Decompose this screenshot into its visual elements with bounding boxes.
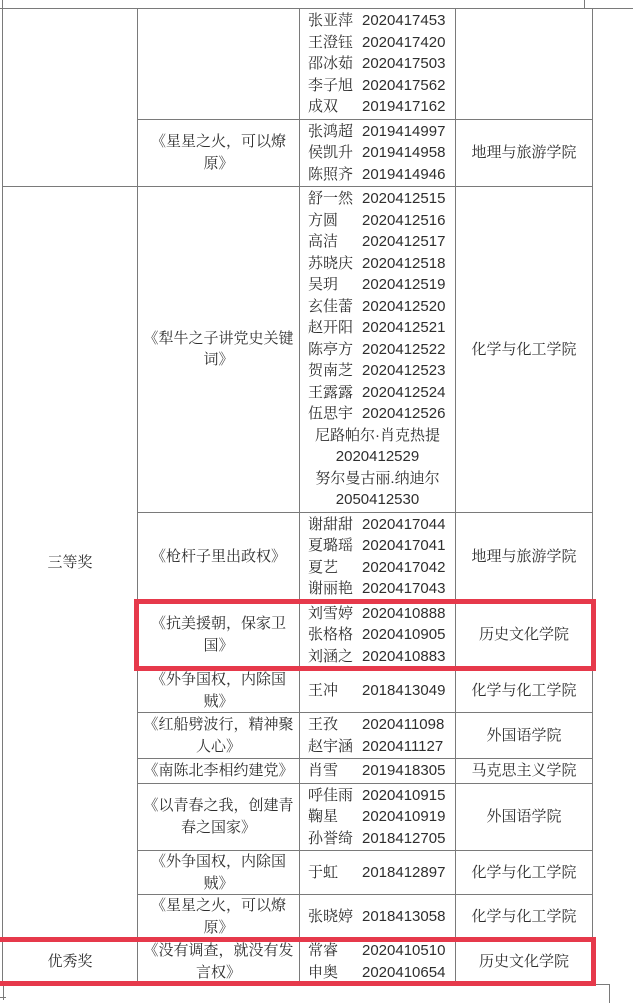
member-id: 2020412518 [362, 254, 446, 272]
member-id: 2018413049 [362, 681, 446, 699]
member-line [300, 736, 455, 758]
member-line [300, 557, 455, 579]
member-name: 刘涵之 [308, 647, 354, 665]
member-name: 努尔曼古丽.纳迪尔 [315, 469, 440, 487]
member-name: 赵开阳 [308, 319, 354, 336]
member-line [300, 253, 455, 275]
member-name: 张晓婷 [308, 907, 354, 925]
member-name: 张格格 [308, 626, 354, 643]
works-container [138, 187, 592, 938]
member-line [300, 624, 455, 646]
member-name: 贺南芝 [308, 362, 354, 379]
member-id: 2020410905 [362, 626, 446, 643]
member-name: 邵冰茹 [308, 55, 354, 72]
member-id: 2020412529 [335, 448, 420, 465]
members-cell [300, 851, 456, 894]
member-line [300, 785, 455, 807]
award-group [3, 9, 592, 186]
member-name: 侯凯升 [308, 144, 354, 161]
member-line [300, 53, 455, 75]
member-id: 2020412519 [362, 276, 446, 293]
member-line [300, 806, 455, 828]
member-id: 2050412530 [335, 491, 420, 508]
work-title-cell: 《没有调查，就没有发言权》 [138, 939, 300, 984]
member-line [300, 96, 455, 118]
work-row [138, 512, 592, 601]
member-id: 2019417162 [362, 98, 446, 115]
member-line [300, 210, 455, 232]
member-id: 2020410654 [362, 963, 446, 981]
member-id: 2020417503 [362, 55, 446, 72]
work-row [138, 894, 592, 938]
college-cell: 马克思主义学院 [471, 762, 577, 779]
work-title-cell: 《星星之火，可以燎原》 [138, 120, 300, 187]
member-name: 成双 [308, 98, 339, 115]
member-name: 陈照齐 [308, 165, 354, 183]
member-name: 玄佳蕾 [308, 297, 354, 315]
member-id: 2018412897 [362, 863, 446, 881]
member-line [300, 535, 455, 557]
member-line [300, 10, 455, 32]
members-cell [300, 120, 456, 187]
member-name: 孙誉绮 [308, 829, 354, 847]
member-id: 2018412705 [362, 829, 446, 847]
college-cell: 地理与旅游学院 [471, 547, 577, 565]
college-cell: 外国语学院 [486, 808, 562, 825]
member-name: 刘雪婷 [308, 604, 354, 622]
work-row [138, 939, 592, 984]
award-table [2, 9, 593, 985]
member-name: 于虹 [308, 863, 339, 881]
member-id: 2019414997 [362, 122, 446, 140]
member-line [300, 962, 455, 984]
members-cell [300, 513, 456, 601]
member-line [300, 578, 455, 600]
works-container [138, 939, 592, 984]
previous-table-left-border-fragment [2, 0, 3, 8]
member-name: 肖雪 [308, 762, 339, 779]
member-id: 2020417420 [362, 33, 446, 51]
work-title-cell: 《抗美援朝，保家卫国》 [138, 602, 300, 669]
work-title-cell [138, 9, 300, 119]
members-cell [300, 895, 456, 938]
member-name: 张鸿超 [308, 122, 354, 140]
member-id: 2020411098 [362, 716, 445, 733]
work-title-cell: 《星星之火，可以燎原》 [138, 895, 300, 938]
work-row [138, 9, 592, 119]
award-level-cell: 三等奖 [3, 187, 138, 938]
member-line [300, 231, 455, 253]
work-row [138, 601, 592, 669]
member-id: 2020410919 [362, 808, 446, 825]
member-line [300, 646, 455, 668]
work-title-cell: 《以青春之我，创建青春之国家》 [138, 784, 300, 851]
member-name: 夏璐瑶 [308, 537, 354, 554]
member-id: 2020412526 [362, 405, 446, 422]
member-line [300, 828, 455, 850]
member-id: 2020411127 [362, 737, 444, 755]
member-id: 2019418305 [362, 762, 446, 779]
member-id: 2018413058 [362, 907, 446, 925]
member-line [300, 274, 455, 296]
work-title-cell: 《红船劈波行，精神聚人心》 [138, 713, 300, 758]
work-row [138, 712, 592, 758]
college-cell: 地理与旅游学院 [471, 144, 577, 161]
award-level-cell: 优秀奖 [3, 939, 138, 984]
member-line [300, 862, 455, 884]
member-id: 2020410510 [362, 942, 446, 959]
next-table-right-border-fragment [609, 984, 610, 1003]
work-title-cell: 《南陈北李相约建党》 [138, 759, 300, 783]
college-cell: 化学与化工学院 [471, 863, 577, 881]
member-name: 谢丽艳 [308, 580, 354, 597]
work-row [138, 187, 592, 512]
member-name: 鞠星 [308, 808, 339, 825]
member-id: 2020412515 [362, 190, 446, 207]
member-id: 2020412524 [362, 383, 446, 401]
members-cell [300, 669, 456, 712]
member-name: 苏晓庆 [308, 254, 354, 272]
work-row [138, 850, 592, 894]
member-id: 2020417453 [362, 12, 446, 29]
member-id: 2020412520 [362, 297, 446, 315]
member-line [300, 940, 455, 962]
member-name: 伍思宇 [308, 405, 354, 422]
award-level-cell [3, 9, 138, 186]
members-cell [300, 9, 456, 119]
member-name: 呼佳雨 [308, 786, 354, 804]
member-id: 2020410888 [362, 604, 446, 622]
member-name: 常睿 [308, 942, 339, 959]
college-cell: 外国语学院 [486, 726, 562, 744]
member-name: 高洁 [308, 233, 339, 250]
member-id: 2020412517 [362, 233, 446, 250]
member-id: 2020412516 [362, 211, 446, 229]
work-title-cell: 《外争国权，内除国贼》 [138, 851, 300, 894]
work-title-cell: 《犁牛之子讲党史关键词》 [138, 187, 300, 512]
college-cell: 化学与化工学院 [471, 681, 577, 699]
member-line [300, 188, 455, 210]
member-id: 2020410915 [362, 786, 446, 804]
member-line [300, 164, 455, 186]
member-name: 王澄钰 [308, 33, 354, 51]
member-line [300, 680, 455, 702]
members-cell [300, 187, 456, 512]
member-line [300, 121, 455, 143]
member-line [300, 514, 455, 536]
member-id: 2020417044 [362, 515, 446, 533]
member-id: 2020417042 [362, 558, 446, 576]
member-line [300, 142, 455, 164]
member-line [300, 296, 455, 318]
member-id: 2019414946 [362, 165, 446, 183]
members-cell [300, 784, 456, 851]
college-cell [456, 9, 592, 119]
college-cell: 化学与化工学院 [471, 907, 577, 925]
member-line [300, 760, 455, 782]
college-cell: 历史文化学院 [478, 626, 569, 643]
member-line [300, 339, 455, 361]
member-name: 方圆 [308, 211, 339, 229]
member-name: 申奥 [308, 963, 339, 981]
member-id: 2020410883 [362, 647, 446, 665]
previous-table-right-border-fragment [584, 0, 585, 8]
college-cell: 历史文化学院 [478, 952, 569, 970]
member-line [300, 382, 455, 404]
member-name: 李子旭 [308, 76, 354, 94]
member-name: 王露露 [308, 383, 354, 401]
member-name: 谢甜甜 [308, 515, 354, 533]
members-cell [300, 759, 456, 783]
award-group [3, 186, 592, 938]
member-name: 王孜 [308, 716, 339, 733]
member-name: 陈亭方 [308, 340, 354, 358]
member-name: 尼路帕尔·肖克热提 [315, 426, 440, 444]
member-line [300, 32, 455, 54]
college-cell: 化学与化工学院 [471, 340, 577, 358]
member-id: 2020412521 [362, 319, 446, 336]
member-line [300, 906, 455, 928]
member-line [300, 317, 455, 339]
member-id: 2020417043 [362, 580, 446, 597]
work-row [138, 783, 592, 851]
member-line [300, 714, 455, 736]
work-row [138, 119, 592, 187]
works-container [138, 9, 592, 186]
member-id: 2020417562 [362, 76, 446, 94]
member-id: 2020412522 [362, 340, 446, 358]
member-name: 赵宇涵 [308, 737, 354, 755]
member-id: 2020412523 [362, 362, 446, 379]
member-line [300, 403, 455, 425]
award-group [3, 938, 592, 984]
work-row [138, 668, 592, 712]
next-table-left-rule-fragment [0, 997, 6, 998]
member-name: 张亚萍 [308, 12, 354, 29]
member-line [300, 603, 455, 625]
work-title-cell: 《外争国权，内除国贼》 [138, 669, 300, 712]
work-title-cell: 《枪杆子里出政权》 [138, 513, 300, 601]
members-cell [300, 713, 456, 758]
member-name: 吴玥 [308, 276, 339, 293]
member-line [300, 360, 455, 382]
member-line [300, 75, 455, 97]
member-id: 2020417041 [362, 537, 446, 554]
work-row [138, 758, 592, 783]
member-name: 王冲 [308, 681, 339, 699]
member-id: 2019414958 [362, 144, 446, 161]
members-cell [300, 939, 456, 984]
member-name: 舒一然 [308, 190, 354, 207]
member-name: 夏艺 [308, 558, 339, 576]
members-cell [300, 602, 456, 669]
